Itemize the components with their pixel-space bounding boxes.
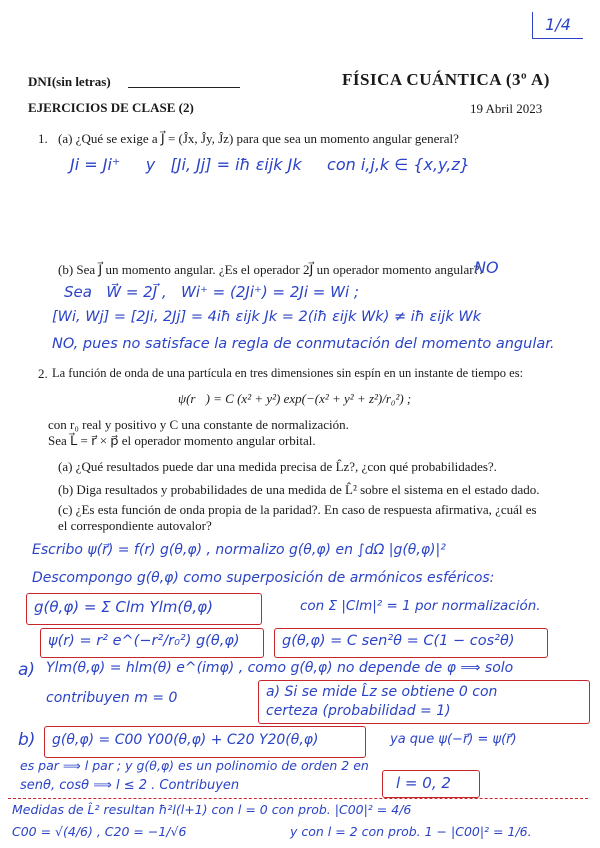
- q2-intro: La función de onda de una partícula en tres dimensiones sin espín en un instante de tiempo es:: [52, 366, 524, 380]
- answer-a-box-line2: certeza (probabilidad = 1): [266, 703, 451, 719]
- q2-formula: ψ(r⃗) = C (x² + y²) exp(−(x² + y² + z²)/r₀²) ;: [178, 391, 412, 406]
- q1-answer-b-line1: Sea W⃗ = 2J⃗ , Wi⁺ = (2Ji⁺) = 2Ji = Wi ;: [64, 283, 359, 301]
- q2-part-c: (c) ¿Es esta función de onda propia de la paridad?. En caso de respuesta afirmativa, ¿cuál es el correspondiente autovalor?: [58, 502, 537, 533]
- answer-a-line1: Ylm(θ,φ) = hlm(θ) e^(imφ) , como g(θ,φ) no depende de φ ⟹ solo: [46, 660, 514, 676]
- answer-c-rule: [8, 798, 588, 799]
- q2-condition-2: Sea L⃗ = r⃗ × p⃗ el operador momento angular orbital.: [48, 433, 316, 448]
- answer-a-line2: contribuyen m = 0: [46, 690, 178, 706]
- answer-b-label: b): [18, 730, 36, 750]
- answer-a-label: a): [18, 660, 36, 680]
- answer-c-line2: C00 = √(4/6) , C20 = −1/√6: [12, 824, 187, 839]
- q1-number: 1.: [38, 131, 48, 146]
- page-number: 1/4: [532, 12, 583, 39]
- q1-answer-b-line2: [Wi, Wj] = [2Ji, 2Jj] = 4iħ εijk Jk = 2(iħ εijk Wk) ≠ iħ εijk Wk: [52, 309, 482, 325]
- answer-line-1: Escribo ψ(r⃗) = f(r) g(θ,φ) , normalizo g(θ,φ) en ∫dΩ |g(θ,φ)|²: [32, 542, 446, 558]
- answer-box-wavefunction-text: ψ(r) = r² e^(−r²/r₀²) g(θ,φ): [48, 633, 240, 649]
- answer-a-box-line1: a) Si se mide L̂z se obtiene 0 con: [266, 684, 498, 700]
- dni-field[interactable]: [128, 86, 240, 88]
- course-title: FÍSICA CUÁNTICA (3º A): [342, 70, 550, 89]
- answer-b-line1: ya que ψ(−r⃗) = ψ(r⃗): [390, 732, 517, 747]
- q1-answer-b-no: NO: [474, 258, 499, 277]
- answer-box-angular-text: g(θ,φ) = C sen²θ = C(1 − cos²θ): [282, 633, 515, 649]
- date: 19 Abril 2023: [470, 101, 543, 116]
- answer-b-line3: senθ, cosθ ⟹ l ≤ 2 . Contribuyen: [20, 778, 240, 793]
- answer-b-line2: es par ⟹ l par ; y g(θ,φ) es un polinomio de orden 2 en: [20, 758, 369, 773]
- section-title: EJERCICIOS DE CLASE (2): [28, 100, 194, 115]
- q1-part-b: (b) Sea J⃗ un momento angular. ¿Es el operador 2J⃗ un operador momento angular?.: [58, 262, 483, 277]
- q2-part-a: (a) ¿Qué resultados puede dar una medida precisa de L̂z?, ¿con qué probabilidades?.: [58, 459, 497, 474]
- q2-condition-1: con r₀ real y positivo y C una constante de normalización.: [48, 417, 349, 432]
- answer-c-line1: Medidas de L̂² resultan ħ²l(l+1) con l = 0 con prob. |C00|² = 4/6: [12, 802, 412, 817]
- answer-box-expansion-text: g(θ,φ) = Σ Clm Ylm(θ,φ): [34, 598, 213, 616]
- q2-part-b: (b) Diga resultados y probabilidades de una medida de L̂² sobre el sistema en el estado dado.: [58, 482, 540, 497]
- answer-line-2: Descompongo g(θ,φ) como superposición de armónicos esféricos:: [32, 570, 495, 586]
- q1-part-a: (a) ¿Qué se exige a J⃗ = (Ĵx, Ĵy, Ĵz) para que sea un momento angular general?: [58, 131, 459, 146]
- answer-b-box2-text: l = 0, 2: [396, 774, 451, 792]
- answer-line-3: con Σ |Clm|² = 1 por normalización.: [300, 598, 541, 614]
- q1-answer-b-line3: NO, pues no satisface la regla de conmutación del momento angular.: [52, 336, 555, 352]
- dni-label: DNI(sin letras): [28, 74, 111, 89]
- q1-answer-a: Ji = Ji⁺ y [Ji, Jj] = iħ εijk Jk con i,j,k ∈ {x,y,z}: [70, 155, 470, 174]
- answer-c-line3: y con l = 2 con prob. 1 − |C00|² = 1/6.: [290, 824, 532, 839]
- q2-number: 2.: [38, 366, 48, 381]
- answer-b-box-text: g(θ,φ) = C00 Y00(θ,φ) + C20 Y20(θ,φ): [52, 732, 319, 748]
